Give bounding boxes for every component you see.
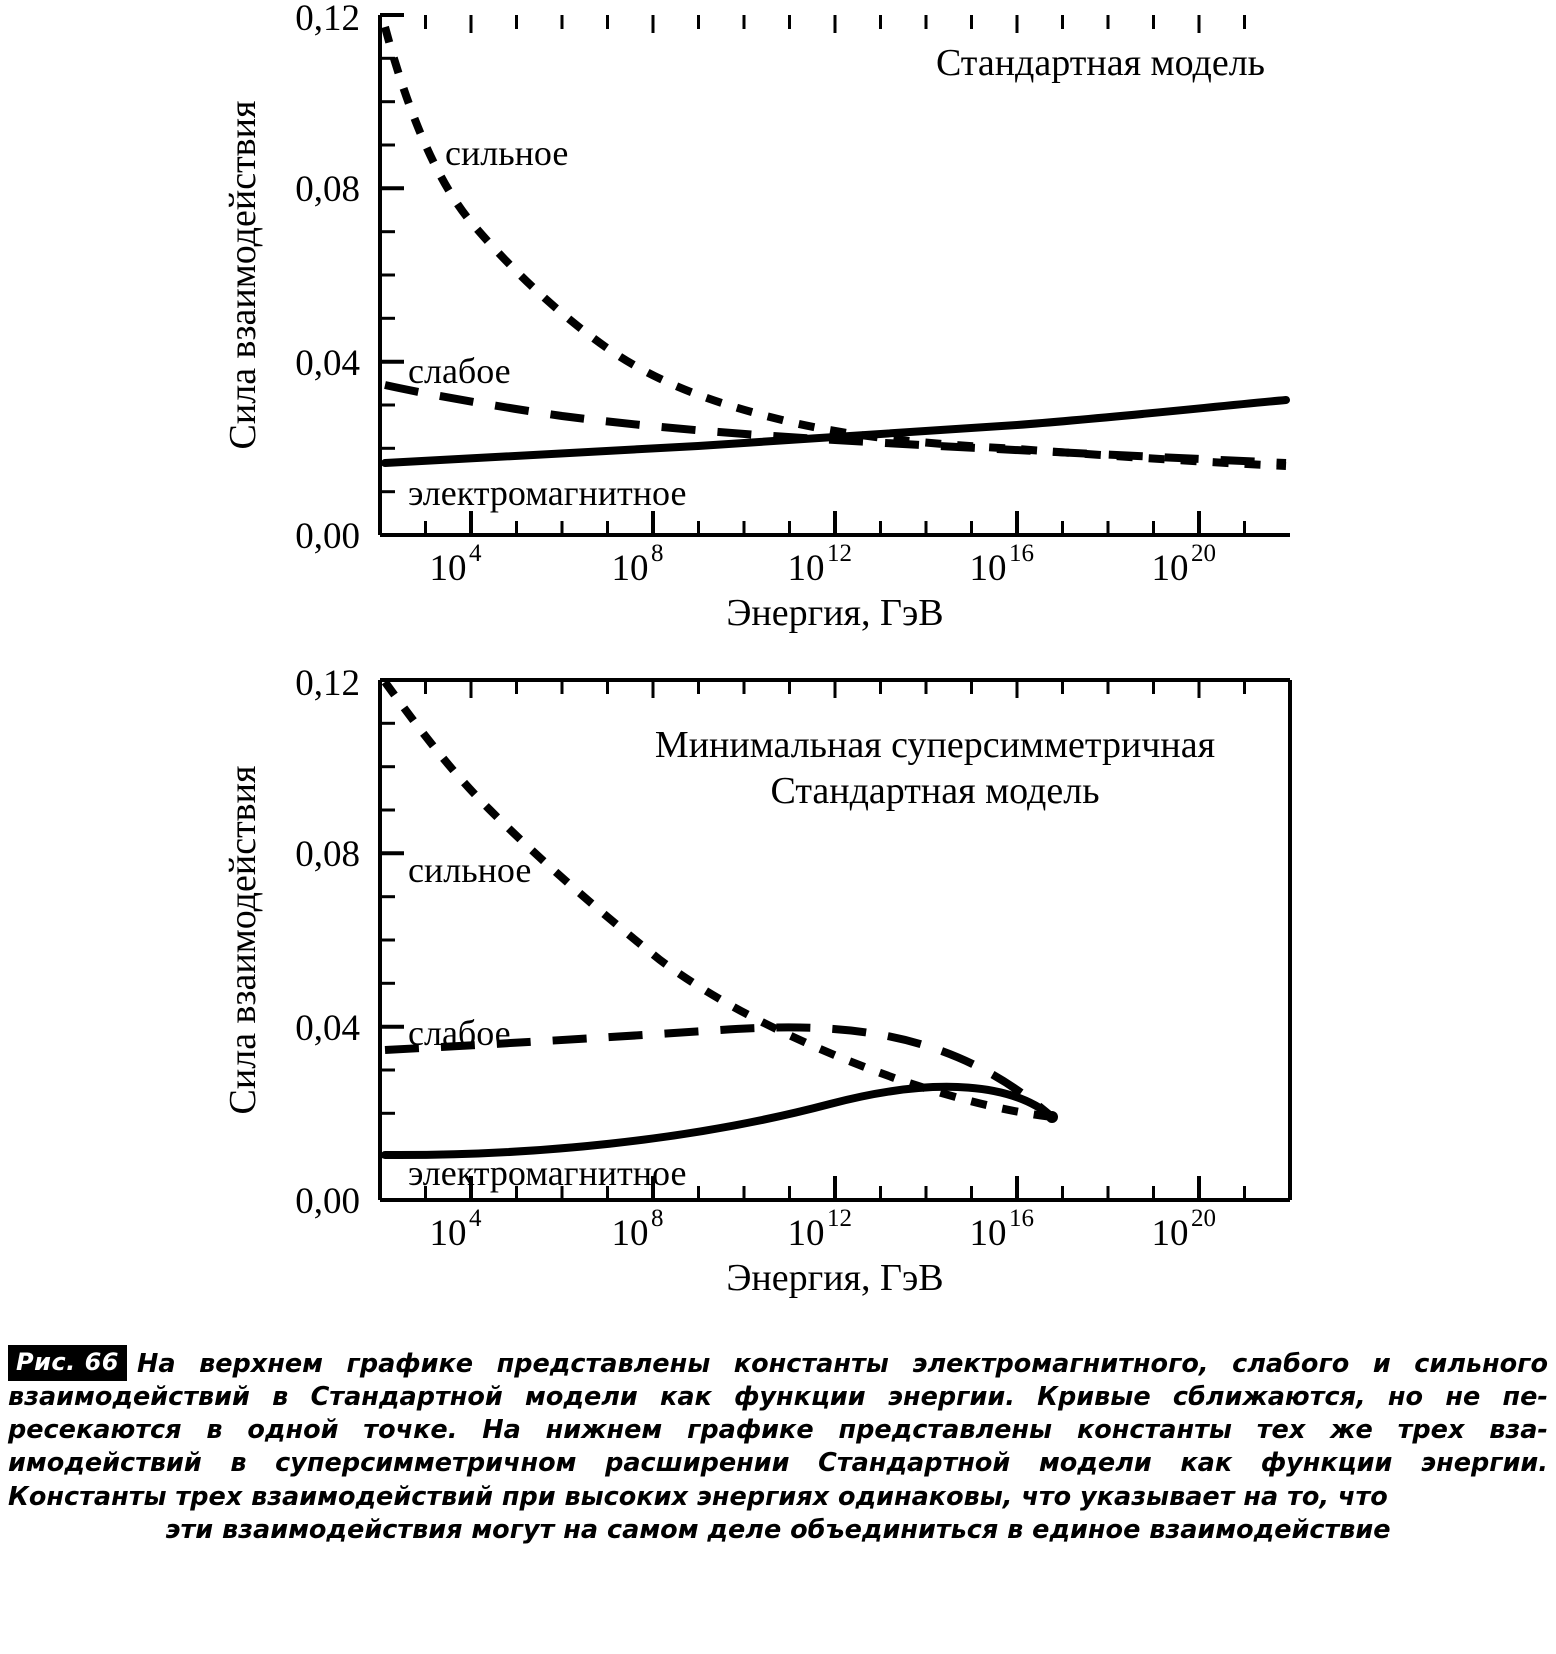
xtick-label-b4 [1152, 1205, 1217, 1254]
xtick-base-b3: 10 [969, 1213, 1007, 1254]
ytick-label-b1: 0,04 [295, 1008, 360, 1049]
x-top-edge-ticks-bottom [426, 680, 1245, 698]
xtick-label-b3 [970, 1205, 1035, 1254]
xtick-base-b0: 10 [429, 1213, 467, 1254]
ytick-label-2: 0,08 [295, 169, 360, 210]
chart-mssm [0, 660, 1556, 1320]
ytick-label-0: 0,00 [295, 516, 360, 557]
caption-line-2: ресекаются в одной точке. На нижнем графике представлены константы тех же трех вза- [8, 1415, 1548, 1446]
xtick-exp-b3: 16 [1009, 1205, 1034, 1232]
caption-line-3: имодействий в суперсимметричном расширении Стандартной модели как функции энергии. [8, 1448, 1548, 1479]
caption-line-1: взаимодействий в Стандартной модели как функции энергии. Кривые сближаются, но не пе- [8, 1382, 1548, 1413]
xtick-base-1: 10 [611, 548, 649, 589]
xtick-exp-0: 4 [469, 540, 482, 567]
ytick-label-b0: 0,00 [295, 1181, 360, 1222]
figure-caption [8, 1345, 1548, 1547]
y-minor-ticks-bottom [380, 723, 395, 1156]
xtick-exp-1: 8 [651, 540, 664, 567]
curve-label-strong-bottom: сильное [408, 850, 532, 890]
panel-title-bottom-line1: Минимальная суперсимметричная [654, 724, 1216, 766]
xtick-exp-2: 12 [827, 540, 852, 567]
panel-title-top: Стандартная модель [935, 42, 1265, 84]
panel-title-bottom-line2: Стандартная модель [770, 770, 1100, 812]
x-top-edge-ticks-top [426, 15, 1245, 33]
xtick-label-2 [788, 540, 853, 589]
xtick-label-b0 [430, 1205, 483, 1254]
curve-label-weak-top: слабое [408, 351, 511, 391]
curve-label-em-bottom: электромагнитное [408, 1153, 687, 1193]
xtick-exp-3: 16 [1009, 540, 1034, 567]
y-axis-title-top: Сила взаимодействия [222, 100, 264, 450]
xtick-exp-b0: 4 [469, 1205, 482, 1232]
xtick-exp-b2: 12 [827, 1205, 852, 1232]
y-minor-ticks-top [380, 58, 395, 491]
ytick-label-b3: 0,12 [295, 663, 360, 704]
caption-line-5: эти взаимодействия могут на самом деле объединиться в единое взаимодействие [165, 1514, 1391, 1545]
xtick-base-3: 10 [969, 548, 1007, 589]
x-axis-title-bottom: Энергия, ГэВ [726, 1257, 944, 1299]
xtick-base-b2: 10 [787, 1213, 825, 1254]
xtick-label-b1 [612, 1205, 664, 1254]
xtick-exp-b4: 20 [1191, 1205, 1216, 1232]
chart-standard-model-svg [0, 0, 1556, 640]
xtick-base-4: 10 [1151, 548, 1189, 589]
figure-tag: Рис. 66 [8, 1345, 127, 1381]
curve-label-weak-bottom: слабое [408, 1013, 511, 1053]
xtick-label-b2 [788, 1205, 853, 1254]
chart-mssm-svg [0, 660, 1556, 1320]
chart-standard-model [0, 0, 1556, 640]
curve-em-bottom [385, 1071, 1052, 1155]
ytick-label-3: 0,12 [295, 0, 360, 39]
curve-label-strong-top: сильное [445, 133, 569, 173]
xtick-exp-b1: 8 [651, 1205, 664, 1232]
x-ticks-top [471, 511, 1199, 535]
xtick-label-0 [430, 540, 483, 589]
curve-weak-top [385, 385, 1286, 463]
ytick-label-b2: 0,08 [295, 834, 360, 875]
caption-line-4: Константы трех взаимодействий при высоких энергиях одинаковы, что указывает на то, что [8, 1481, 1388, 1512]
xtick-base-0: 10 [429, 548, 467, 589]
xtick-label-4 [1152, 540, 1217, 589]
xtick-base-b1: 10 [611, 1213, 649, 1254]
xtick-base-2: 10 [787, 548, 825, 589]
curve-strong-top [385, 27, 1286, 466]
caption-line-0: На верхнем графике представлены константы электромагнитного, слабого и сильного [137, 1349, 1548, 1379]
xtick-label-1 [612, 540, 664, 589]
ytick-label-1: 0,04 [295, 343, 360, 384]
x-axis-title-top: Энергия, ГэВ [726, 592, 944, 634]
y-axis-title-bottom: Сила взаимодействия [222, 765, 264, 1115]
unification-point [1046, 1111, 1058, 1123]
xtick-base-b4: 10 [1151, 1213, 1189, 1254]
xtick-label-3 [970, 540, 1035, 589]
curve-label-em-top: электромагнитное [408, 473, 687, 513]
xtick-exp-4: 20 [1191, 540, 1216, 567]
